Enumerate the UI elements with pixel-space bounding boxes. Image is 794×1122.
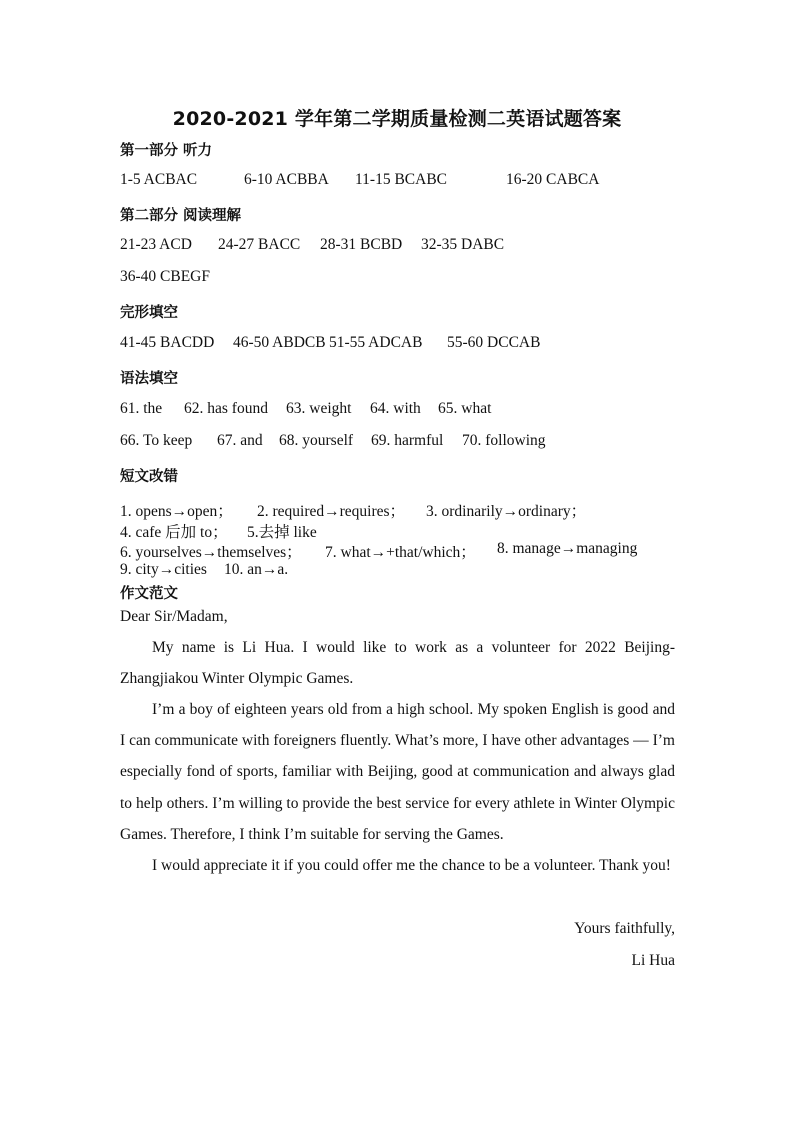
- answer-group: 11-15 BCABC: [355, 171, 448, 188]
- answer-item: 64. with: [370, 400, 421, 417]
- answer-group: 21-23 ACD: [120, 236, 192, 253]
- correction-item: 4. cafe 后加 to；: [120, 524, 228, 541]
- essay-closing: Yours faithfully,: [574, 920, 675, 937]
- answer-item: 67. and: [217, 432, 263, 449]
- correction-item: 9. city→cities: [120, 561, 207, 578]
- answer-group: 41-45 BACDD: [120, 334, 215, 351]
- essay-paragraph: My name is Li Hua. I would like to work as a volunteer for 2022 Beijing-Zhangjiakou Winter Olympic Games.: [120, 639, 675, 688]
- section-heading-reading: 第二部分 阅读理解: [120, 208, 242, 224]
- correction-item: 10. an→a.: [224, 561, 289, 578]
- page-title: 2020-2021 学年第二学期质量检测二英语试题答案: [172, 108, 622, 130]
- correction-item: 2. required→requires；: [257, 503, 406, 520]
- answer-group: 16-20 CABCA: [506, 171, 600, 188]
- answer-group: 32-35 DABC: [421, 236, 505, 253]
- answer-item: 65. what: [438, 400, 492, 417]
- answer-group: 46-50 ABDCB: [233, 334, 326, 351]
- section-heading-correction: 短文改错: [120, 469, 178, 485]
- essay-signature: Li Hua: [631, 952, 675, 969]
- answer-group: 28-31 BCBD: [320, 236, 403, 253]
- correction-item: 5.去掉 like: [247, 524, 317, 541]
- correction-item: 1. opens→open；: [120, 503, 233, 520]
- answer-item: 63. weight: [286, 400, 352, 417]
- answer-item: 70. following: [462, 432, 546, 449]
- essay-salutation: Dear Sir/Madam,: [120, 608, 228, 625]
- answer-item: 66. To keep: [120, 432, 193, 449]
- answer-group: 55-60 DCCAB: [447, 334, 541, 351]
- correction-item: 7. what→+that/which；: [325, 544, 476, 561]
- answer-group: 24-27 BACC: [218, 236, 301, 253]
- answer-group: 51-55 ADCAB: [329, 334, 423, 351]
- essay-paragraph: I would appreciate it if you could offer me the chance to be a volunteer. Thank you!: [152, 857, 671, 874]
- section-heading-grammar: 语法填空: [120, 371, 178, 387]
- correction-item: 6. yourselves→themselves；: [120, 544, 302, 561]
- answer-item: 68. yourself: [279, 432, 354, 449]
- correction-item: 8. manage→managing: [497, 540, 638, 557]
- section-heading-cloze: 完形填空: [120, 305, 178, 321]
- answer-group: 1-5 ACBAC: [120, 171, 198, 188]
- answer-group: 6-10 ACBBA: [244, 171, 329, 188]
- section-heading-listening: 第一部分 听力: [120, 143, 213, 159]
- answer-item: 61. the: [120, 400, 163, 417]
- answer-item: 69. harmful: [371, 432, 444, 449]
- section-heading-essay: 作文范文: [120, 586, 178, 602]
- essay-paragraph: I’m a boy of eighteen years old from a high school. My spoken English is good and I can communicate with foreigners fluently. What’s more, I have other advantages — I’m especially fond of sports, familiar with Beijing, good at communication and always glad to help others. I’m willing to provide the best service for every athlete in Winter Olympic Games. Therefore, I think I’m suitable for serving the Games.: [120, 701, 675, 843]
- answer-item: 62. has found: [184, 400, 268, 417]
- correction-item: 3. ordinarily→ordinary；: [426, 503, 587, 520]
- reading-answers-row2: 36-40 CBEGF: [120, 268, 210, 285]
